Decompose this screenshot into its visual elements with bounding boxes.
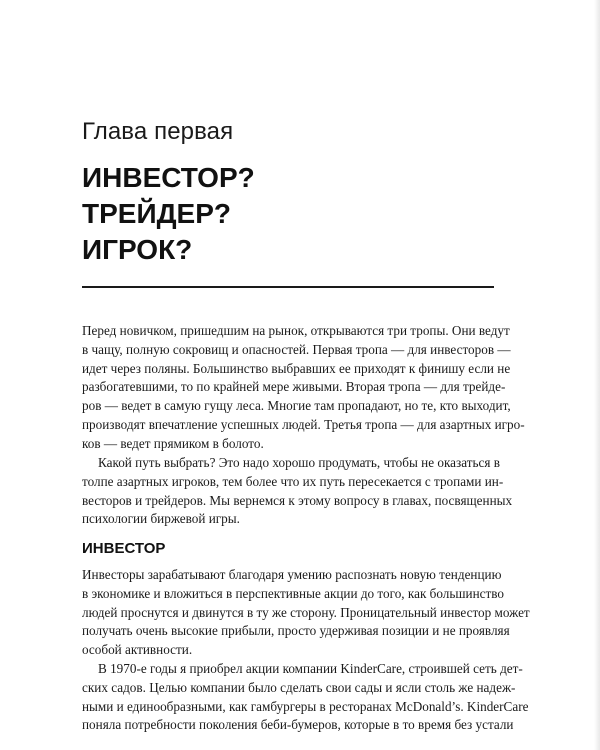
chapter-label: Глава первая bbox=[82, 118, 234, 145]
text-line: ков — ведет прямиком в болото. bbox=[82, 435, 264, 451]
chapter-title-line: ТРЕЙДЕР? bbox=[82, 198, 231, 229]
text-line: толпе азартных игроков, тем более что их путь пересекается с тропами ин- bbox=[82, 473, 504, 489]
page-edge-shadow bbox=[594, 0, 600, 750]
text-line: производят впечатление успешных людей. Третья тропа — для азартных игро- bbox=[82, 416, 525, 432]
section-paragraph-2 bbox=[82, 660, 529, 735]
text-line: особой активности. bbox=[82, 642, 193, 658]
intro-paragraph-2 bbox=[82, 454, 513, 529]
text-line: ров — ведет в самую гущу леса. Многие там пропадают, но те, кто выходит, bbox=[82, 398, 511, 414]
text-line: психологии биржевой игры. bbox=[82, 511, 240, 527]
text-line: в чащу, полную сокровищ и опасностей. Первая тропа — для инвесторов — bbox=[82, 341, 511, 357]
title-divider bbox=[82, 286, 494, 288]
text-line: поняла потребности поколения беби-бумеров, которые в то время без устали bbox=[82, 717, 514, 733]
text-line: разбогатевшими, то по крайней мере живыми. Вторая тропа — для трейде- bbox=[82, 379, 506, 395]
text-line: Какой путь выбрать? Это надо хорошо продумать, чтобы не оказаться в bbox=[98, 455, 500, 470]
text-line: В 1970-е годы я приобрел акции компании KinderCare, строившей сеть дет- bbox=[98, 661, 523, 676]
text-line: Перед новичком, пришедшим на рынок, открываются три тропы. Они ведут bbox=[82, 323, 510, 338]
text-line: весторов и трейдеров. Мы вернемся к этому вопросу в главах, посвященных bbox=[82, 492, 513, 508]
text-line: получать очень высокие прибыли, просто удерживая позиции и не проявляя bbox=[82, 623, 510, 639]
chapter-title-line: ИНВЕСТОР? bbox=[82, 162, 255, 193]
text-line: ских садов. Целью компании было сделать свои сады и ясли столь же надеж- bbox=[82, 679, 516, 695]
intro-paragraph-1 bbox=[82, 322, 525, 454]
section-heading: ИНВЕСТОР bbox=[82, 540, 166, 557]
chapter-title bbox=[82, 160, 255, 268]
text-line: людей проснутся и двинутся в ту же сторону. Проницательный инвестор может bbox=[82, 604, 530, 620]
text-line: ными и единообразными, как гамбургеры в ресторанах McDonald’s. KinderCare bbox=[82, 698, 529, 714]
text-line: в экономике и вложиться в перспективные акции до того, как большинство bbox=[82, 585, 504, 601]
chapter-title-line: ИГРОК? bbox=[82, 234, 193, 265]
text-line: идет через поляны. Большинство выбравших ее приходят к финишу если не bbox=[82, 360, 511, 376]
text-line: Инвесторы зарабатывают благодаря умению распознать новую тенденцию bbox=[82, 567, 502, 582]
section-paragraph-1 bbox=[82, 566, 530, 660]
